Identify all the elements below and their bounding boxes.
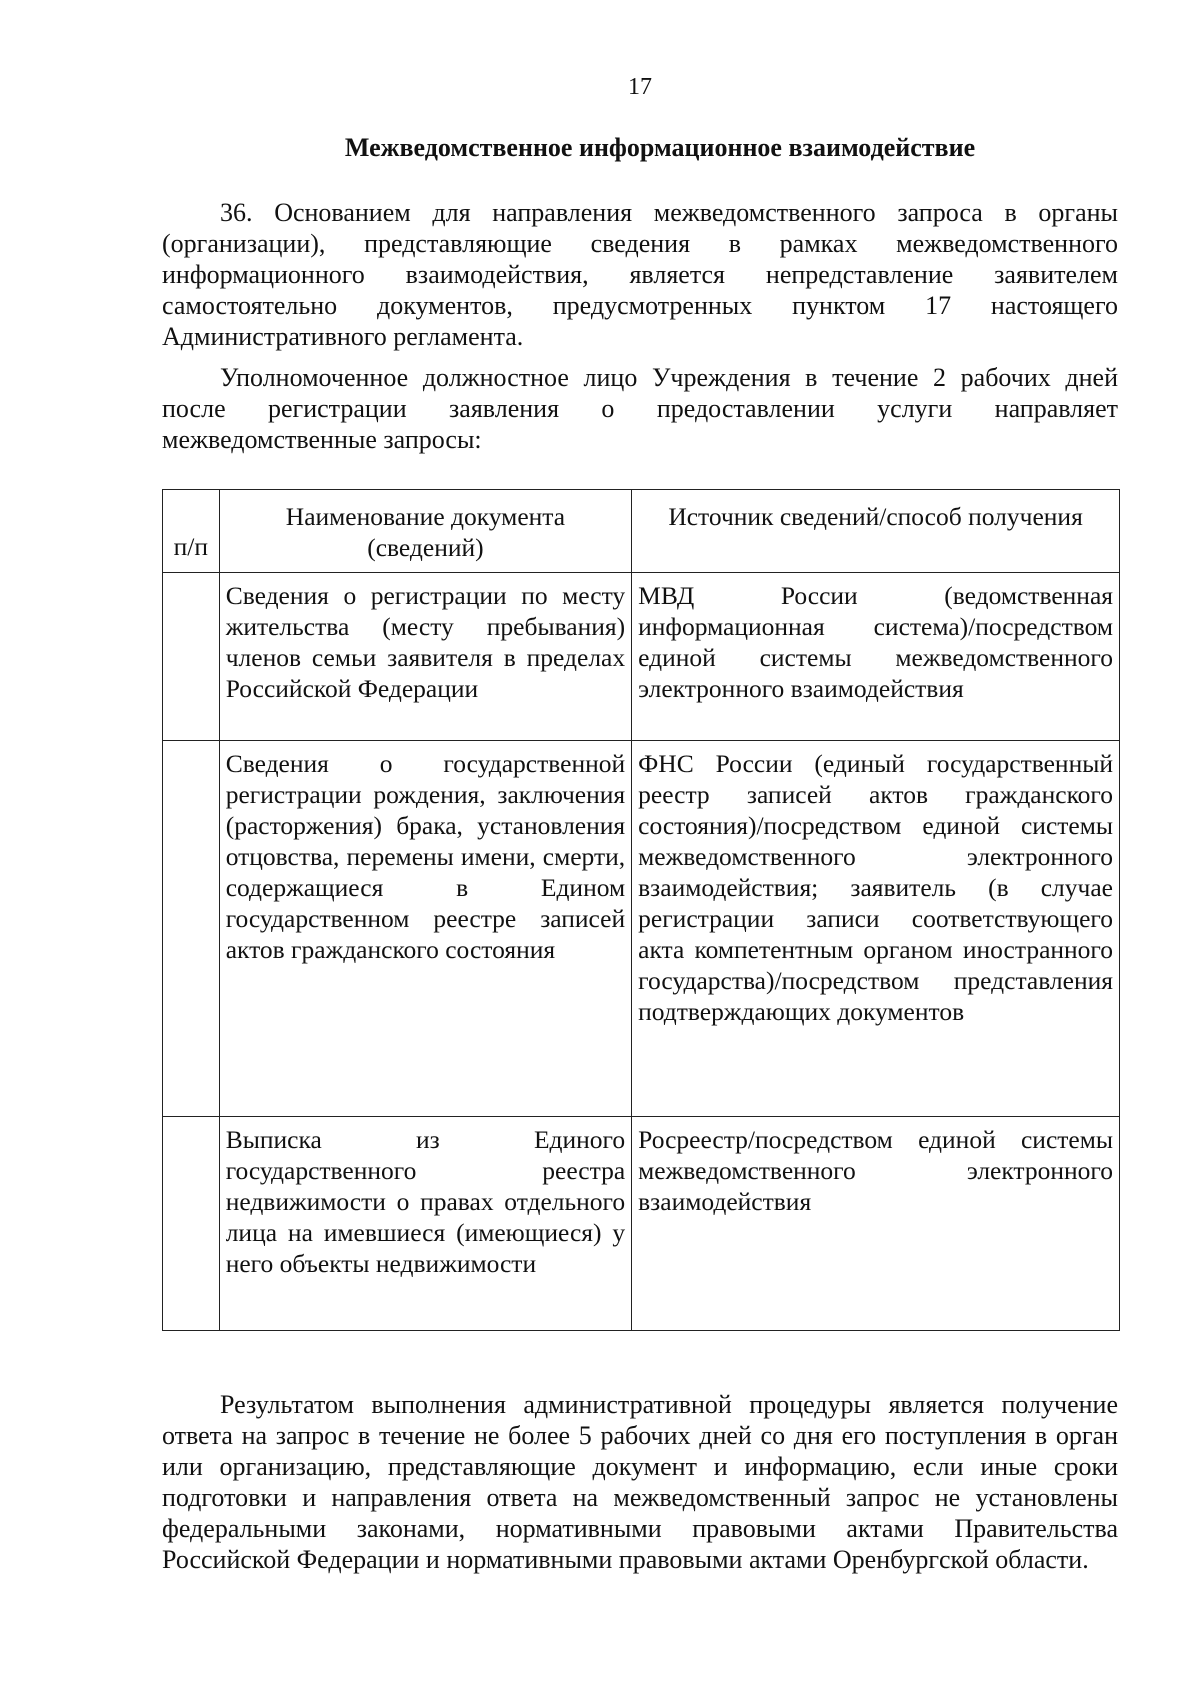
header-source: Источник сведений/способ получения — [632, 490, 1120, 573]
row-source: Росреестр/посредством единой системы межведомственного электронного взаимодействия — [632, 1117, 1120, 1331]
row-document-name: Сведения о государственной регистрации рождения, заключения (расторжения) брака, установления отцовства, перемены имени, смерти, содержащиеся в Едином государственном реестре записей актов гражданского состояния — [219, 741, 631, 1117]
row-num — [163, 573, 220, 741]
section-title: Межведомственное информационное взаимодействие — [344, 133, 976, 162]
table-row — [163, 741, 1120, 1117]
row-source: МВД России (ведомственная информационная система)/посредством единой системы межведомственного электронного взаимодействия — [632, 573, 1120, 741]
row-num — [163, 741, 220, 1117]
row-source: ФНС России (единый государственный реестр записей актов гражданского состояния)/посредством единой системы межведомственного электронного взаимодействия; заявитель (в случае регистрации записи соответствующего акта компетентным органом иностранного государства)/посредством представления подтверждающих документов — [632, 741, 1120, 1117]
row-num — [163, 1117, 220, 1331]
row-document-name: Сведения о регистрации по месту жительства (месту пребывания) членов семьи заявителя в пределах Российской Федерации — [219, 573, 631, 741]
table-row — [163, 1117, 1120, 1331]
paragraph-result: Результатом выполнения административной процедуры является получение ответа на запрос в течение не более 5 рабочих дней со дня его поступления в орган или организацию, представляющие документ и информацию, если иные сроки подготовки и направления ответа на межведомственный запрос не установлены федеральными законами, нормативными правовыми актами Правительства Российской Федерации и нормативными правовыми актами Оренбургской области. — [162, 1390, 1118, 1574]
header-num: п/п — [163, 490, 220, 573]
row-document-name: Выписка из Единого государственного реестра недвижимости о правах отдельного лица на имевшиеся (имеющиеся) у него объекты недвижимости — [219, 1117, 631, 1331]
page-number: 17 — [628, 74, 652, 100]
table-header-row — [163, 490, 1120, 573]
table-row — [163, 573, 1120, 741]
paragraph-36: 36. Основанием для направления межведомственного запроса в органы (организации), представляющие сведения в рамках межведомственного информационного взаимодействия, является непредставление заявителем самостоятельно документов, предусмотренных пунктом 17 настоящего Административного регламента. — [162, 198, 1118, 351]
requests-table — [162, 489, 1120, 1331]
paragraph-officer: Уполномоченное должностное лицо Учреждения в течение 2 рабочих дней после регистрации заявления о предоставлении услуги направляет межведомственные запросы: — [162, 363, 1118, 454]
header-document-name: Наименование документа (сведений) — [219, 490, 631, 573]
